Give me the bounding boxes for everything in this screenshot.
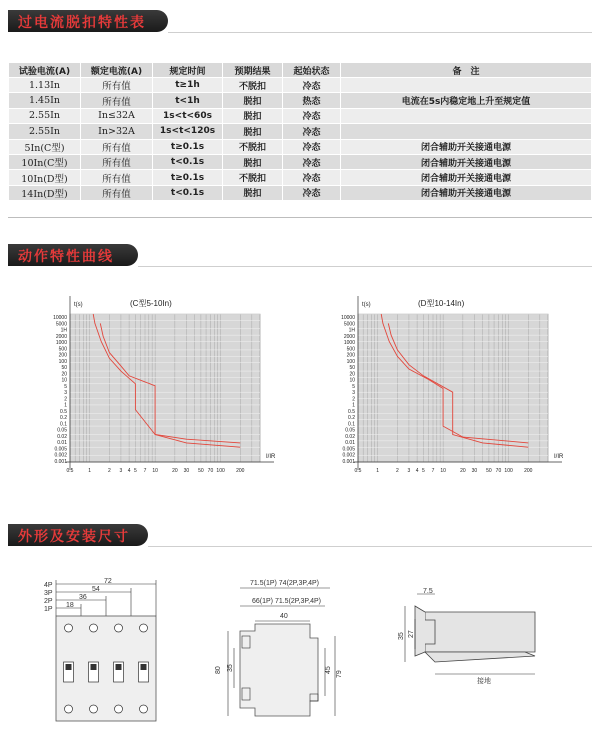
x-tick-label: 200: [524, 468, 533, 474]
table-cell: 热态: [283, 93, 341, 108]
table-cell: 2.55In: [9, 108, 81, 123]
col-header: 备 注: [341, 63, 592, 78]
x-tick-label: 5: [422, 468, 425, 474]
rail-dim-b: 35: [398, 632, 405, 640]
y-tick-label: 20: [61, 371, 67, 378]
table-cell: 1s<t<120s: [153, 124, 223, 139]
y-tick-label: 500: [58, 346, 67, 353]
y-tick-label: 10: [349, 377, 355, 384]
y-tick-label: 200: [58, 352, 67, 359]
width-label: 36: [79, 594, 87, 601]
y-tick-label: 100: [346, 358, 355, 365]
y-tick-label: 10: [61, 377, 67, 384]
y-tick-label: 10000: [53, 315, 67, 321]
pole-label: 1P: [44, 606, 53, 613]
table-cell: 14In(D型): [9, 185, 81, 200]
y-tick-label: 10000: [341, 315, 355, 321]
x-tick-label: 30: [183, 468, 190, 474]
y-tick-label: 200: [346, 352, 355, 359]
table-row: [9, 108, 592, 123]
table-cell: 1.13In: [9, 78, 81, 93]
y-tick-label: 2: [352, 396, 355, 403]
col-header: 规定时间: [153, 63, 223, 78]
y-tick-label: 50: [61, 365, 67, 372]
trip-characteristic-table: [8, 62, 592, 201]
x-tick-label: 2: [108, 468, 111, 474]
table-cell: 10In(C型): [9, 154, 81, 169]
dim-width: 40: [280, 613, 288, 620]
chart-d-type-svg: [318, 290, 568, 490]
y-tick-label: 0.2: [60, 415, 67, 422]
dim-h4: 79: [336, 670, 343, 678]
x-tick-label: 20: [172, 468, 178, 474]
width-label: 72: [104, 578, 112, 585]
x-tick-label: 5: [134, 468, 137, 474]
y-tick-label: 0.2: [348, 415, 355, 422]
x-tick-label: 100: [504, 468, 513, 474]
table-cell: 所有值: [81, 170, 153, 185]
y-tick-label: 5000: [343, 321, 355, 328]
header-rule: [168, 32, 592, 33]
table-cell: t≥1h: [153, 78, 223, 93]
table-cell: 2.55In: [9, 124, 81, 139]
table-cell: 闭合辅助开关接通电源: [341, 139, 592, 154]
header-rule: [148, 546, 592, 547]
table-cell: 脱扣: [223, 93, 283, 108]
y-tick-label: 0.5: [60, 408, 67, 415]
y-tick-label: 1: [64, 402, 67, 409]
pole-label: 4P: [44, 582, 53, 589]
y-tick-label: 0.1: [60, 421, 67, 428]
col-header: 试验电流(A): [9, 63, 81, 78]
table-cell: t<0.1s: [153, 185, 223, 200]
section-header-table: [8, 6, 592, 36]
rail-dim-a: 7.5: [423, 588, 433, 595]
table-cell: [341, 108, 592, 123]
pole-label: 3P: [44, 590, 53, 597]
table-row: [9, 78, 592, 93]
y-tick-label: 5000: [55, 321, 67, 328]
table-cell: 冷态: [283, 78, 341, 93]
x-tick-label: 200: [236, 468, 245, 474]
table-cell: 所有值: [81, 185, 153, 200]
table-cell: 脱扣: [223, 108, 283, 123]
table-cell: 冷态: [283, 185, 341, 200]
y-tick-label: 2: [64, 396, 67, 403]
table-cell: 1.45In: [9, 93, 81, 108]
table-cell: 1s<t<60s: [153, 108, 223, 123]
y-tick-label: 0.02: [57, 433, 67, 440]
table-cell: 冷态: [283, 170, 341, 185]
x-tick-label: 100: [216, 468, 225, 474]
x-tick-label: 4: [415, 468, 419, 474]
y-tick-label: 1H: [348, 327, 355, 334]
table-cell: In>32A: [81, 124, 153, 139]
section-title: 外形及安装尺寸: [18, 529, 130, 545]
table-cell: t≥0.1s: [153, 139, 223, 154]
chart-d-type: [318, 290, 568, 490]
x-tick-label: 2: [396, 468, 399, 474]
y-tick-label: 0.02: [345, 433, 355, 440]
y-tick-label: 0.005: [54, 446, 67, 453]
y-tick-label: 1H: [60, 327, 67, 334]
table-row: [9, 93, 592, 108]
table-cell: 10In(D型): [9, 170, 81, 185]
table-cell: 不脱扣: [223, 139, 283, 154]
table-cell: 不脱扣: [223, 78, 283, 93]
y-tick-label: 0.5: [348, 408, 355, 415]
table-cell: 所有值: [81, 78, 153, 93]
y-tick-label: 50: [349, 365, 355, 372]
table-cell: t≥0.1s: [153, 170, 223, 185]
table-cell: 脱扣: [223, 124, 283, 139]
dim-h3: 45: [325, 666, 332, 674]
section-title: 过电流脱扣特性表: [18, 15, 146, 31]
y-tick-label: 1000: [55, 340, 67, 347]
table-cell: 所有值: [81, 154, 153, 169]
plot-area: [70, 314, 260, 462]
x-tick-label: 70: [207, 468, 214, 474]
dim-h1: 80: [215, 666, 222, 674]
table-header-row: [9, 63, 592, 78]
table-row: [9, 154, 592, 169]
y-tick-label: 2000: [55, 333, 67, 340]
dim-h2: 35: [227, 664, 234, 672]
width-label: 54: [92, 586, 100, 593]
y-tick-label: 20: [349, 371, 355, 378]
table-cell: 所有值: [81, 93, 153, 108]
y-tick-label: 5: [352, 383, 355, 390]
x-axis-label: I/IR: [554, 454, 564, 460]
x-tick-label: 10: [152, 468, 158, 474]
y-tick-label: 3: [352, 390, 355, 397]
table-cell: 脱扣: [223, 154, 283, 169]
table-row: [9, 139, 592, 154]
x-tick-label: 20: [460, 468, 466, 474]
y-tick-label: 5: [64, 383, 67, 390]
y-tick-label: 0.002: [54, 452, 67, 459]
x-tick-label: 0.5: [66, 468, 74, 474]
table-row: [9, 124, 592, 139]
col-header: 预期结果: [223, 63, 283, 78]
x-tick-label: 3: [407, 468, 411, 474]
table-bottom-rule: [8, 217, 592, 218]
table-cell: 电流在5s内稳定地上升至规定值: [341, 93, 592, 108]
table-cell: [341, 78, 592, 93]
table-cell: 脱扣: [223, 185, 283, 200]
rail-label: 接地: [477, 678, 491, 685]
col-header: 起始状态: [283, 63, 341, 78]
rail-dim-c: 27: [408, 630, 415, 638]
y-axis-label: t(s): [74, 302, 83, 308]
y-tick-label: 500: [346, 346, 355, 353]
side-view-drawing: [210, 576, 370, 726]
y-tick-label: 1: [352, 402, 355, 409]
table-cell: 闭合辅助开关接通电源: [341, 170, 592, 185]
x-tick-label: 30: [471, 468, 478, 474]
y-tick-label: 2000: [343, 333, 355, 340]
section-header-dims: [8, 520, 592, 550]
y-tick-label: 0.001: [54, 459, 67, 465]
table-cell: 闭合辅助开关接通电源: [341, 154, 592, 169]
table-cell: 冷态: [283, 154, 341, 169]
table-row: [9, 170, 592, 185]
x-tick-label: 1: [88, 468, 92, 474]
table-cell: 5In(C型): [9, 139, 81, 154]
section-header-curves: [8, 240, 592, 270]
front-view-drawing: [34, 576, 174, 726]
table-cell: 所有值: [81, 139, 153, 154]
section-title: 动作特性曲线: [18, 249, 114, 265]
plot-area: [358, 314, 548, 462]
y-tick-label: 0.1: [348, 421, 355, 428]
x-tick-label: 50: [486, 468, 492, 474]
x-tick-label: 7: [431, 468, 435, 474]
table-cell: 闭合辅助开关接通电源: [341, 185, 592, 200]
chart-title: (C型5-10In): [130, 299, 172, 308]
header-rule: [138, 266, 592, 267]
y-tick-label: 0.05: [57, 427, 67, 434]
table-cell: 冷态: [283, 124, 341, 139]
chart-c-type-svg: [30, 290, 280, 490]
x-axis-label: I/IR: [266, 454, 276, 460]
y-tick-label: 100: [58, 358, 67, 365]
dim-top2: 66(1P) 71.5(2P,3P,4P): [252, 598, 322, 605]
y-tick-label: 1000: [343, 340, 355, 347]
x-tick-label: 0.5: [354, 468, 362, 474]
x-tick-label: 10: [440, 468, 446, 474]
table-cell: 冷态: [283, 139, 341, 154]
table-cell: In≤32A: [81, 108, 153, 123]
table-cell: t<1h: [153, 93, 223, 108]
y-axis-label: t(s): [362, 302, 371, 308]
y-tick-label: 0.002: [342, 452, 355, 459]
dim-top1: 71.5(1P) 74(2P,3P,4P): [250, 580, 320, 587]
x-tick-label: 7: [143, 468, 147, 474]
din-rail-drawing: [395, 584, 545, 694]
chart-title: (D型10-14In): [418, 299, 465, 308]
y-tick-label: 0.01: [345, 440, 355, 447]
x-tick-label: 1: [376, 468, 380, 474]
table-cell: 不脱扣: [223, 170, 283, 185]
table-row: [9, 185, 592, 200]
y-tick-label: 0.005: [342, 446, 355, 453]
table-cell: t<0.1s: [153, 154, 223, 169]
x-tick-label: 4: [127, 468, 131, 474]
y-tick-label: 0.01: [57, 440, 67, 447]
x-tick-label: 50: [198, 468, 204, 474]
y-tick-label: 0.05: [345, 427, 355, 434]
x-tick-label: 70: [495, 468, 502, 474]
chart-c-type: [30, 290, 280, 490]
pole-label: 2P: [44, 598, 53, 605]
table-cell: [341, 124, 592, 139]
x-tick-label: 3: [119, 468, 123, 474]
col-header: 额定电流(A): [81, 63, 153, 78]
width-label: 18: [66, 602, 74, 609]
y-tick-label: 3: [64, 390, 67, 397]
table-cell: 冷态: [283, 108, 341, 123]
y-tick-label: 0.001: [342, 459, 355, 465]
